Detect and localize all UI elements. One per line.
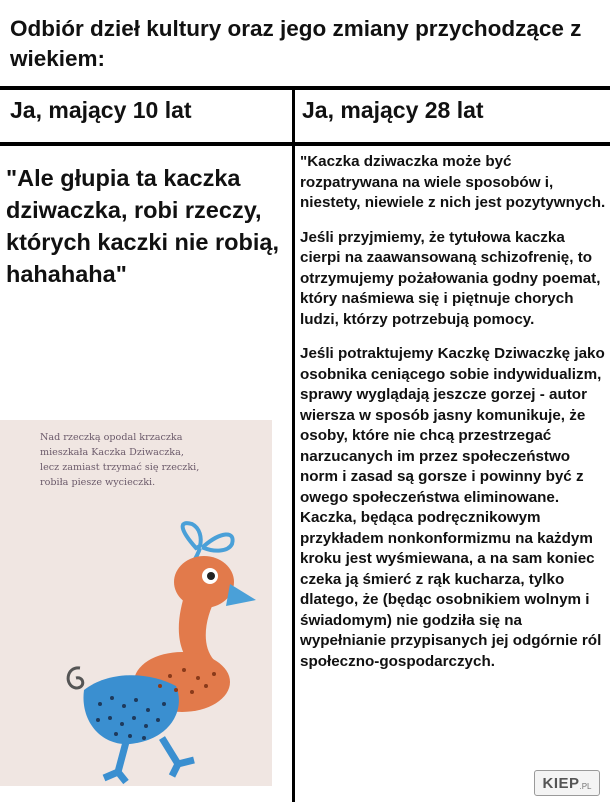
divider-header (0, 142, 610, 146)
adult-paragraph-2: Jeśli przyjmiemy, że tytułowa kaczka cierpi na zaawansowaną schizofrenię, to otrzymujemy pożałowania godny poemat, który naśmiewa się i piętnuje chorych ludzi, którzy potrzebują pomocy. (300, 228, 601, 328)
meme-title: Odbiór dzieł kultury oraz jego zmiany przychodzące z wiekiem: (10, 16, 582, 71)
column-header-age-28: Ja, mający 28 lat (302, 97, 484, 123)
logo-suffix: .PL (579, 781, 592, 791)
book-page-text: Nad rzeczką opodal krzaczka mieszkała Kaczka Dziwaczka, lecz zamiast trzymać się rzeczki, robiła piesze wycieczki. (40, 432, 200, 488)
duck-drawing (0, 420, 272, 786)
adult-analysis (300, 152, 606, 686)
site-logo (534, 770, 600, 796)
adult-paragraph-3: Jeśli potraktujemy Kaczkę Dziwaczkę jako osobnika ceniącego sobie indywidualizm, sprawy wyglądają jeszcze gorzej - autor wiersza w sposób jasny komunikuje, że osoby, które nie chcą przestrzegać narzucanych im przez społeczeństwo norm i zasad są gorsze i powinny być z owego społeczeństwa eliminowane. Kaczka, będąca podręcznikowym przykładem nonkonformizmu na każdym kroku jest wyśmiewana, a na sam koniec czeka ją śmierć z rąk kucharza, tylko dlatego, że (będąc osobnikiem wolnym i świadomym) nie godziła się na wypełnianie przypisanych jej odgórnie ról społeczno-gospodarczych. (300, 345, 605, 670)
divider-top (0, 86, 610, 90)
book-illustration (0, 420, 272, 786)
logo-text: KIEP (542, 774, 580, 792)
column-header-age-10: Ja, mający 10 lat (10, 97, 192, 123)
kid-quote: "Ale głupia ta kaczka dziwaczka, robi rzeczy, których kaczki nie robią, hahahaha" (6, 165, 279, 287)
adult-paragraph-1: "Kaczka dziwaczka może być rozpatrywana na wiele sposobów i, niestety, niewiele z nich jest pozytywnych. (300, 153, 606, 211)
divider-vertical (292, 88, 295, 802)
